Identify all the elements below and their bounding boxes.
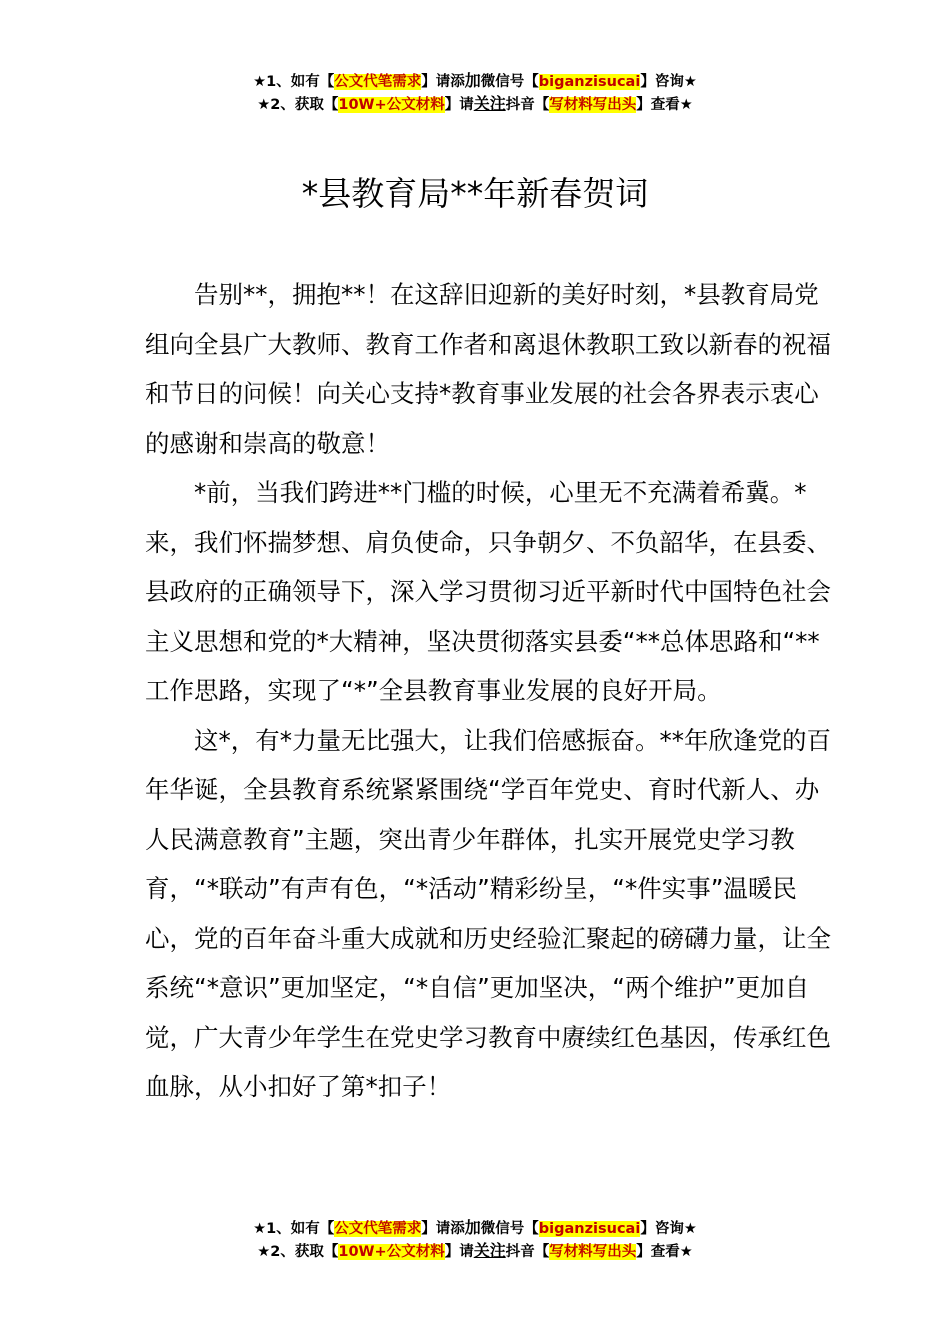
promo-text: ★1、如有【: [253, 1221, 335, 1237]
promo-text: 】咨询★: [640, 1221, 697, 1237]
promo-text: 】请添: [421, 74, 465, 90]
promo-line-2: [0, 1240, 950, 1263]
promo-text: 抖音【: [505, 97, 550, 113]
document-body: [145, 270, 835, 1112]
promo-text: 加: [464, 71, 481, 90]
promo-text: ★1、如有【: [253, 74, 335, 90]
promo-highlight: 公文代笔需求: [334, 74, 422, 90]
promo-banner-bottom: [0, 1217, 950, 1263]
promo-line-1: [0, 1217, 950, 1240]
promo-text: 】查看★: [636, 1244, 693, 1260]
promo-text: ★2、获取【: [257, 1244, 339, 1260]
promo-line-2: [0, 93, 950, 116]
paragraph-2: *前，当我们跨进**门槛的时候，心里无不充满着希冀。*来，我们怀揣梦想、肩负使命，只争朝夕、不负韶华，在县委、县政府的正确领导下，深入学习贯彻习近平新时代中国特色社会主义思想和党的*大精神，坚决贯彻落实县委“**总体思路和“**工作思路，实现了“*”全县教育事业发展的良好开局。: [145, 478, 831, 705]
promo-text: 】请: [444, 1244, 474, 1260]
promo-text: 】请添: [421, 1221, 465, 1237]
paragraph-1: 告别**，拥抱**！在这辞旧迎新的美好时刻，*县教育局党组向全县广大教师、教育工作者和离退休教职工致以新春的祝福和节日的问候！向关心支持*教育事业发展的社会各界表示衷心的感谢和崇高的敬意！: [145, 280, 831, 458]
promo-text: 】咨询★: [640, 74, 697, 90]
promo-highlight: 10W+公文材料: [338, 97, 445, 113]
promo-text: 微信号【: [480, 74, 539, 90]
document-title: *县教育局**年新春贺词: [301, 174, 649, 213]
douyin-account-highlight: 写材料写出头: [549, 1244, 637, 1260]
promo-text: 关注: [473, 1241, 506, 1260]
promo-text: 】查看★: [636, 97, 693, 113]
promo-text: ★2、获取【: [257, 97, 339, 113]
promo-text: 关注: [473, 94, 506, 113]
paragraph-3: 这*，有*力量无比强大，让我们倍感振奋。**年欣逢党的百年华诞，全县教育系统紧紧围绕“学百年党史、育时代新人、办人民满意教育”主题，突出青少年群体，扎实开展党史学习教育，“*联动”有声有色，“*活动”精彩纷呈，“*件实事”温暖民心，党的百年奋斗重大成就和历史经验汇聚起的磅礴力量，让全系统“*意识”更加坚定，“*自信”更加坚决，“两个维护”更加自觉，广大青少年学生在党史学习教育中赓续红色基因，传承红色血脉，从小扣好了第*扣子！: [145, 725, 831, 1101]
promo-line-1: [0, 70, 950, 93]
promo-text: 抖音【: [505, 1244, 550, 1260]
promo-highlight: 10W+公文材料: [338, 1244, 445, 1260]
promo-highlight: 公文代笔需求: [334, 1221, 422, 1237]
promo-text: 】请: [444, 97, 474, 113]
promo-text: 加: [464, 1218, 481, 1237]
promo-text: 微信号【: [480, 1221, 539, 1237]
wechat-id-highlight: biganzisucai: [538, 74, 641, 90]
promo-banner-top: [0, 70, 950, 116]
douyin-account-highlight: 写材料写出头: [549, 97, 637, 113]
wechat-id-highlight: biganzisucai: [538, 1221, 641, 1237]
